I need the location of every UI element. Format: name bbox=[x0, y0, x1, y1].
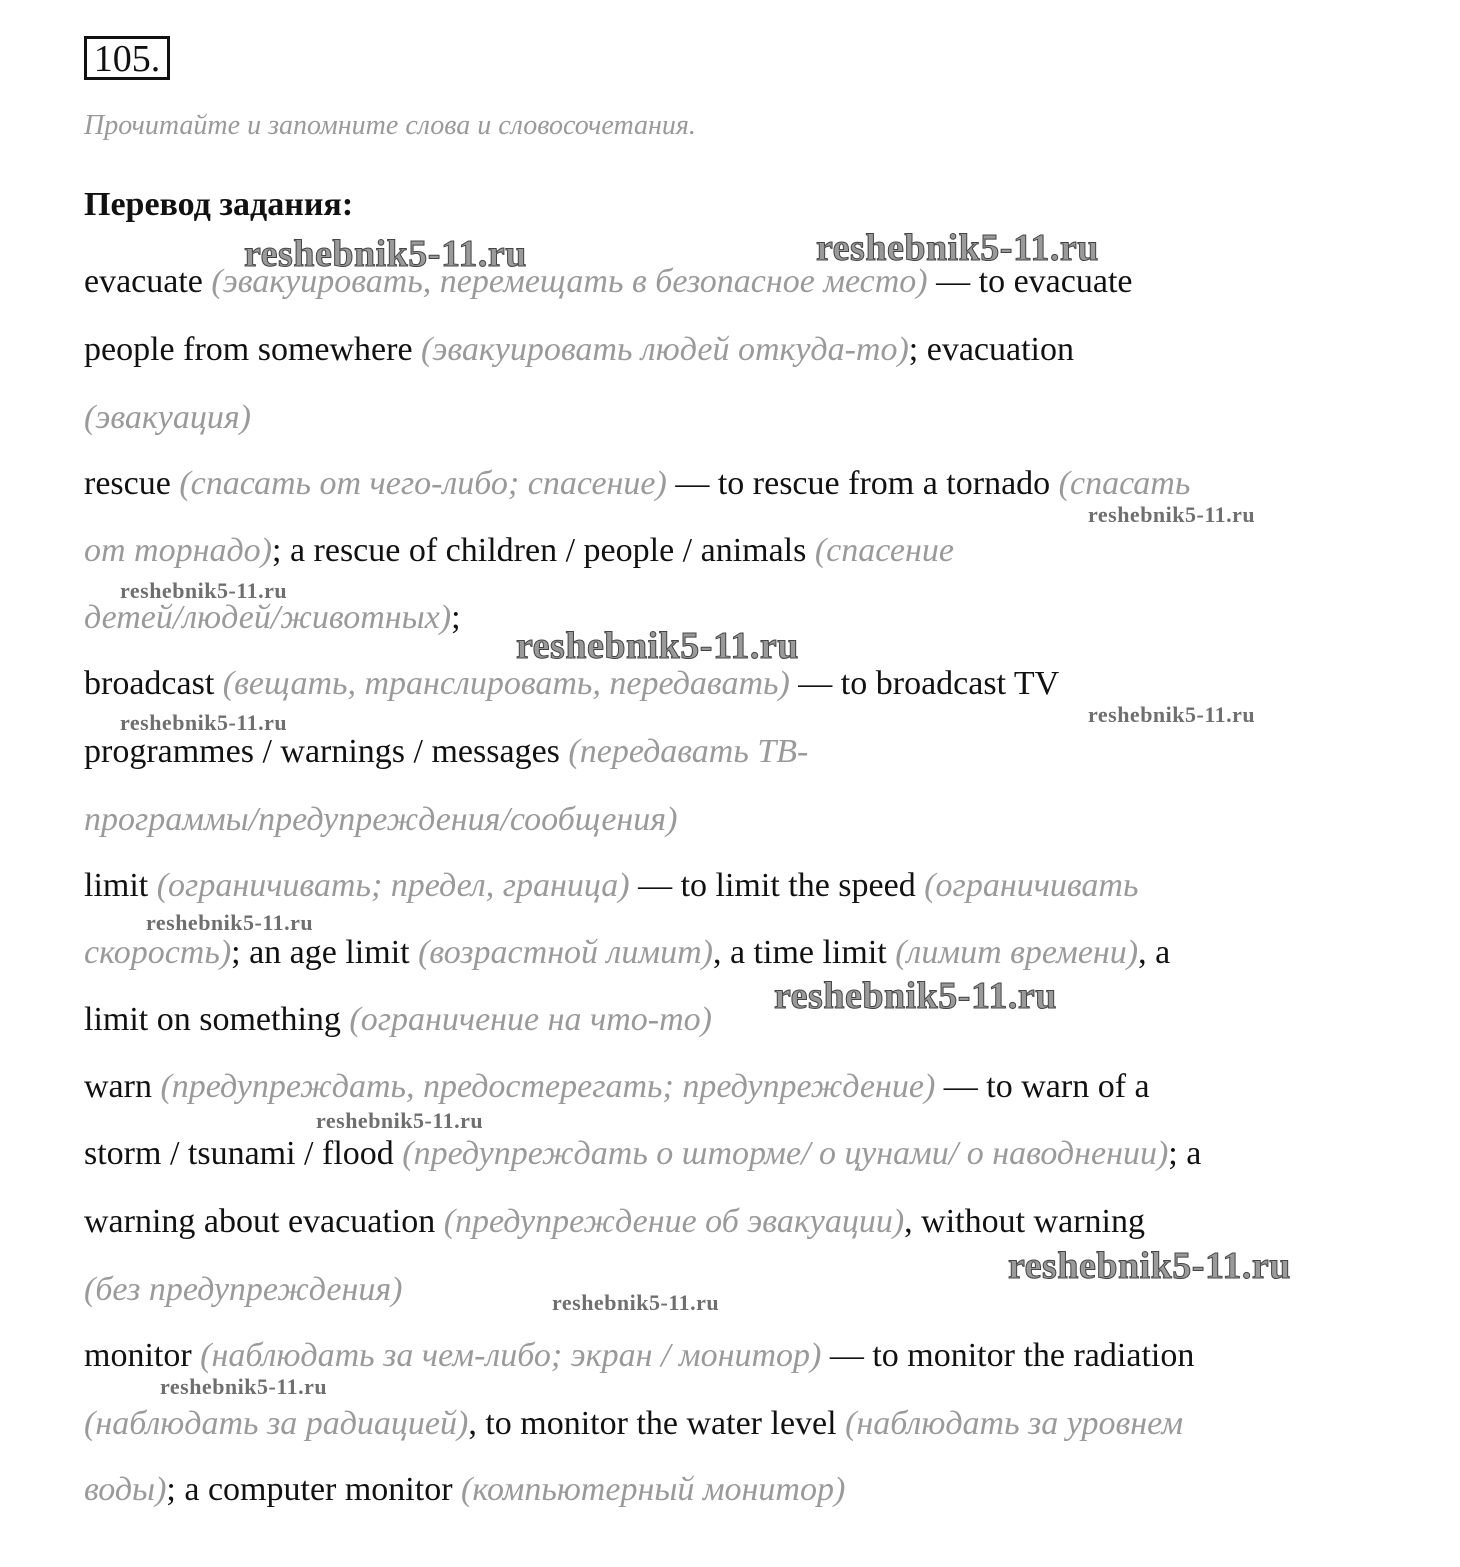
vocabulary-line bbox=[84, 464, 1190, 504]
vocabulary-line bbox=[84, 1067, 1150, 1107]
russian-translation: (компьютерный монитор) bbox=[461, 1471, 846, 1508]
english-text: evacuate bbox=[84, 263, 212, 300]
russian-translation: детей/людей/животных) bbox=[84, 599, 452, 636]
english-text: , a time limit bbox=[712, 934, 896, 971]
english-text: ; a bbox=[1168, 1135, 1202, 1172]
vocabulary-line bbox=[84, 330, 1074, 370]
vocabulary-line bbox=[84, 732, 808, 772]
english-text: rescue bbox=[84, 465, 180, 502]
watermark: reshebnik5-11.ru bbox=[1008, 1245, 1291, 1287]
vocabulary-line bbox=[84, 1202, 1145, 1242]
english-text: monitor bbox=[84, 1337, 201, 1374]
russian-translation: от торнадо) bbox=[84, 532, 272, 569]
russian-translation: (возрастной лимит) bbox=[418, 934, 713, 971]
russian-translation: (спасать от чего-либо; спасение) bbox=[179, 465, 667, 502]
english-text: ; an age limit bbox=[231, 934, 419, 971]
russian-translation: (наблюдать за уровнем bbox=[845, 1405, 1184, 1442]
russian-translation: (без предупреждения) bbox=[84, 1271, 403, 1308]
english-text: , without warning bbox=[904, 1203, 1145, 1240]
translation-heading: Перевод задания: bbox=[84, 186, 354, 223]
watermark: reshebnik5-11.ru bbox=[1088, 702, 1256, 727]
vocabulary-line bbox=[84, 866, 1138, 906]
watermark: reshebnik5-11.ru bbox=[774, 975, 1057, 1017]
english-text: , a bbox=[1138, 934, 1171, 971]
english-text: people from somewhere bbox=[84, 331, 422, 368]
english-text: — to warn of a bbox=[935, 1068, 1150, 1105]
russian-translation: (наблюдать за чем-либо; экран / монитор) bbox=[200, 1337, 822, 1374]
russian-translation: скорость) bbox=[84, 934, 232, 971]
vocabulary-line bbox=[84, 933, 1170, 973]
vocabulary-line bbox=[84, 1336, 1194, 1376]
russian-translation: (эвакуировать, перемещать в безопасное место) bbox=[211, 263, 928, 300]
russian-translation: (ограничение на что-то) bbox=[349, 1001, 712, 1038]
russian-translation: (ограничивать; предел, граница) bbox=[156, 867, 630, 904]
vocabulary-line bbox=[84, 800, 677, 840]
russian-translation: (эвакуация) bbox=[84, 399, 251, 436]
russian-translation: (эвакуировать людей откуда-то) bbox=[421, 331, 909, 368]
vocabulary-line bbox=[84, 598, 461, 638]
watermark: reshebnik5-11.ru bbox=[552, 1290, 720, 1315]
russian-translation: (наблюдать за радиацией) bbox=[84, 1405, 469, 1442]
watermark: reshebnik5-11.ru bbox=[516, 625, 799, 667]
english-text: — to broadcast TV bbox=[789, 665, 1060, 702]
english-text: — to rescue from a tornado bbox=[666, 465, 1059, 502]
russian-translation: (ограничивать bbox=[924, 867, 1139, 904]
english-text: , to monitor the water level bbox=[468, 1405, 846, 1442]
english-text: ; a computer monitor bbox=[166, 1471, 462, 1508]
exercise-number: 105. bbox=[84, 36, 170, 80]
english-text: ; evacuation bbox=[908, 331, 1074, 368]
vocabulary-line bbox=[84, 1270, 402, 1310]
watermark: reshebnik5-11.ru bbox=[816, 227, 1099, 269]
watermark: reshebnik5-11.ru bbox=[160, 1374, 328, 1399]
english-text: — to monitor the radiation bbox=[821, 1337, 1195, 1374]
vocabulary-line bbox=[84, 531, 954, 571]
english-text: — to evacuate bbox=[927, 263, 1133, 300]
russian-translation: (предупреждать, предостерегать; предупреждение) bbox=[160, 1068, 936, 1105]
russian-translation: воды) bbox=[84, 1471, 167, 1508]
exercise-instruction: Прочитайте и запомните слова и словосочетания. bbox=[84, 110, 696, 141]
watermark: reshebnik5-11.ru bbox=[244, 233, 527, 275]
watermark: reshebnik5-11.ru bbox=[146, 910, 314, 935]
russian-translation: (предупреждать о шторме/ о цунами/ о наводнении) bbox=[402, 1135, 1169, 1172]
vocabulary-line bbox=[84, 1404, 1183, 1444]
russian-translation: (спасение bbox=[814, 532, 954, 569]
russian-translation: (предупреждение об эвакуации) bbox=[443, 1203, 905, 1240]
russian-translation: программы/предупреждения/сообщения) bbox=[84, 801, 678, 838]
russian-translation: (вещать, транслировать, передавать) bbox=[222, 665, 790, 702]
vocabulary-line bbox=[84, 1470, 845, 1510]
english-text: warn bbox=[84, 1068, 161, 1105]
vocabulary-line bbox=[84, 1000, 712, 1040]
english-text: limit on something bbox=[84, 1001, 350, 1038]
english-text: ; bbox=[451, 599, 461, 636]
watermark: reshebnik5-11.ru bbox=[120, 578, 288, 603]
english-text: ; a rescue of children / people / animals bbox=[272, 532, 815, 569]
russian-translation: (лимит времени) bbox=[895, 934, 1139, 971]
russian-translation: (спасать bbox=[1058, 465, 1191, 502]
english-text: storm / tsunami / flood bbox=[84, 1135, 403, 1172]
russian-translation: (передавать ТВ- bbox=[568, 733, 809, 770]
vocabulary-line bbox=[84, 398, 251, 438]
english-text: programmes / warnings / messages bbox=[84, 733, 569, 770]
english-text: broadcast bbox=[84, 665, 223, 702]
vocabulary-line bbox=[84, 1134, 1201, 1174]
vocabulary-line bbox=[84, 664, 1059, 704]
english-text: warning about evacuation bbox=[84, 1203, 444, 1240]
english-text: — to limit the speed bbox=[629, 867, 925, 904]
english-text: limit bbox=[84, 867, 157, 904]
watermark: reshebnik5-11.ru bbox=[316, 1108, 484, 1133]
watermark: reshebnik5-11.ru bbox=[120, 710, 288, 735]
watermark: reshebnik5-11.ru bbox=[1088, 502, 1256, 527]
